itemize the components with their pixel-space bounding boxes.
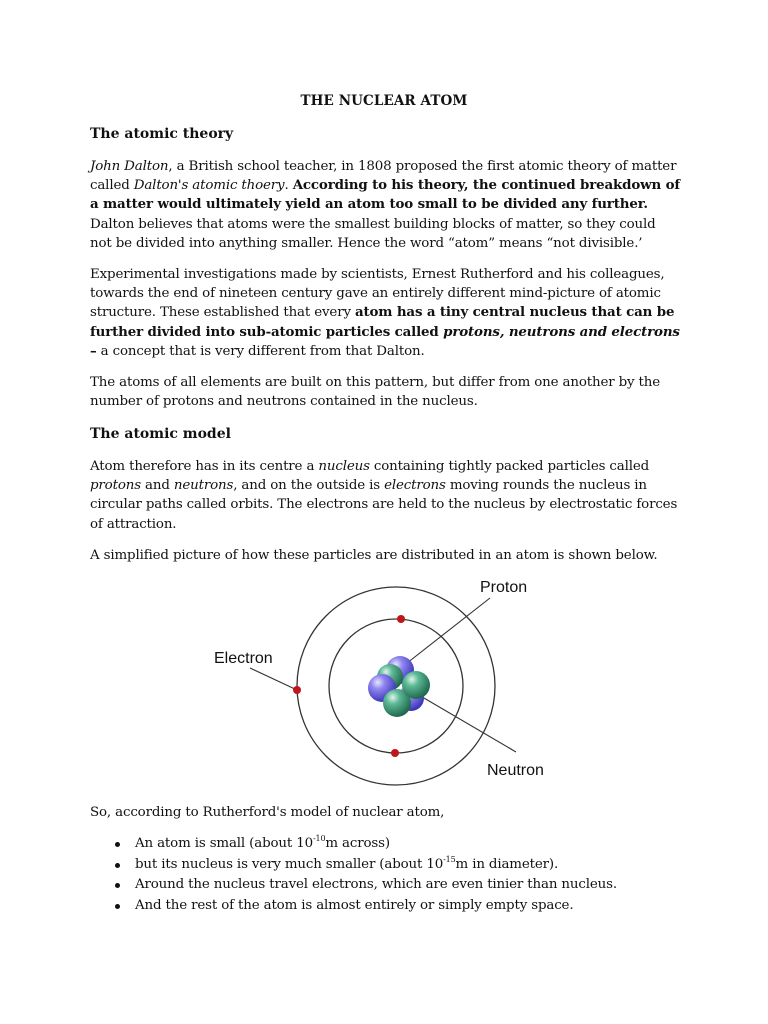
paragraph-rutherford-model-intro: So, according to Rutherford's model of nuclear atom, — [90, 805, 445, 820]
paragraph-dalton — [90, 157, 680, 253]
paragraph-rutherford — [90, 265, 680, 361]
bullet-icon — [115, 842, 120, 847]
text-run: containing tightly packed particles called — [369, 459, 650, 474]
electron-dot — [397, 615, 405, 623]
proton-label: Proton — [480, 579, 528, 596]
dalton-name-italic: John Dalton — [90, 159, 169, 174]
text-run: moving rounds the nucleus in circular paths called orbits. The electrons are held to the nucleus by electrostatic forces of attraction. — [90, 478, 678, 532]
text-run: An atom is small (about 10 — [135, 836, 313, 851]
text-run: , and on the outside is — [233, 478, 385, 494]
text-run: , a British school teacher, in 1808 proposed the first atomic theory of matter called — [90, 159, 677, 194]
atom-diagram — [200, 570, 570, 795]
neutron-particle — [402, 671, 430, 699]
page-title: THE NUCLEAR ATOM — [300, 93, 468, 109]
bold-statement: According to his theory, the continued breakdown of a matter would ultimately yield an atom too small to be divided any further. — [90, 177, 680, 213]
bullet-icon — [115, 863, 120, 868]
neutron-label: Neutron — [487, 762, 544, 779]
text-run: . — [284, 178, 293, 194]
paragraph-atomic-model — [90, 457, 680, 534]
bullet-icon — [115, 883, 120, 888]
text-run: but its nucleus is very much smaller (about 10 — [135, 856, 444, 872]
electrons-italic: electrons — [384, 478, 446, 494]
bold-statement: atom has a tiny central nucleus that can be further divided into sub-atomic particles called — [90, 304, 675, 340]
text-run: Atom therefore has in its centre a — [90, 459, 319, 474]
section-heading-atomic-theory: The atomic theory — [90, 126, 234, 142]
text-run: and — [140, 478, 174, 494]
neutrons-italic: neutrons — [173, 478, 234, 494]
paragraph-simplified-picture: A simplified picture of how these particles are distributed in an atom is shown below. — [90, 548, 658, 563]
text-run: And the rest of the atom is almost entirely or simply empty space. — [135, 897, 574, 913]
neutron-pointer-line — [412, 691, 516, 752]
section-heading-atomic-model: The atomic model — [90, 426, 231, 442]
electron-label: Electron — [214, 650, 273, 667]
list-item — [90, 875, 690, 896]
electron-pointer-line — [250, 668, 297, 690]
list-item — [90, 896, 690, 917]
text-run: Around the nucleus travel electrons, which are even tinier than nucleus. — [135, 877, 617, 893]
list-item — [90, 834, 690, 855]
bullet-list — [90, 834, 690, 916]
bullet-icon — [115, 904, 120, 909]
dalton-theory-italic: Dalton's atomic thoery — [133, 178, 285, 194]
text-run: m across) — [325, 836, 390, 851]
text-run: a concept that is very different from that Dalton. — [96, 343, 425, 359]
electron-dot — [391, 749, 399, 757]
text-run: m in diameter). — [455, 856, 559, 872]
paragraph-elements: The atoms of all elements are built on this pattern, but differ from one another by the number of protons and neutrons contained in the nucleus. — [90, 375, 661, 410]
text-run: Experimental investigations made by scientists, Ernest Rutherford and his colleagues, towards the end of nineteen century gave an entirely different mind-picture of atomic structure. These established that every — [90, 267, 665, 321]
particles-italic: protons, neutrons and electrons — [443, 323, 680, 340]
dash: – — [90, 342, 97, 359]
superscript: -15 — [443, 854, 456, 864]
text-run: Dalton believes that atoms were the smallest building blocks of matter, so they could not be divided into anything smaller. Hence the word “atom” means “not divisible.’ — [90, 216, 656, 251]
superscript: -10 — [312, 834, 326, 843]
protons-italic: protons — [90, 478, 141, 494]
nucleus-italic: nucleus — [318, 459, 370, 474]
list-item — [90, 855, 690, 876]
electron-dot — [293, 686, 301, 694]
atom-diagram-svg — [200, 570, 570, 795]
proton-pointer-line — [402, 598, 490, 667]
